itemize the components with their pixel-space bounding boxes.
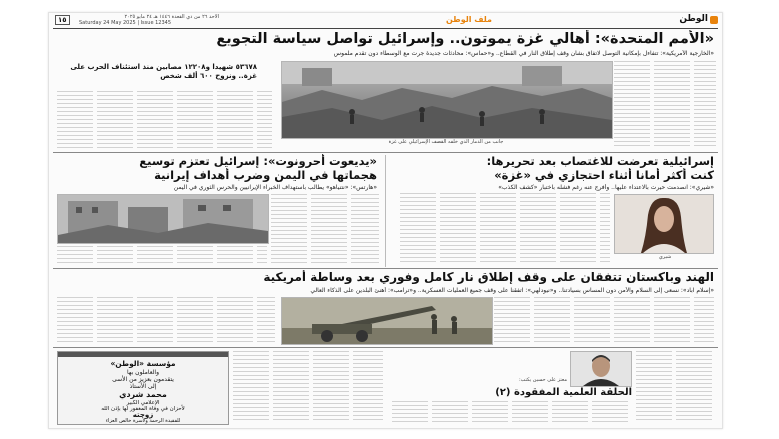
- condolence-line-7: زوجته: [132, 411, 154, 419]
- story-middle-text-left: [57, 297, 275, 345]
- opinion-text-middle: [392, 401, 632, 423]
- logo-mark-icon: [710, 16, 718, 24]
- condolence-org: مؤسسة: [146, 359, 176, 368]
- condolence-line-8: للفقيدة الرحمة ولأسرة خالص العزاء: [105, 418, 181, 424]
- rubble-scene: [282, 62, 612, 138]
- lead-text-left: [57, 91, 272, 149]
- story-middle-subline: «إسلام آباد»: نسعى إلى السلام والأمن دون المساس بسيادتنا.. و«نيودلهي»: اتفقنا على وقف جميع العمليات العسكرية.. و«ترامب»: أهنئ البلدين على الذكاء العالي: [310, 287, 714, 294]
- condolence-line-5: الإعلامي الكبير: [126, 400, 160, 406]
- opinion-text-right: [636, 351, 714, 423]
- condolence-line-4: محمد شردي: [119, 390, 167, 399]
- destroyed-building-photo: [57, 194, 269, 244]
- story-left-text-bottom: [57, 246, 267, 266]
- woman-photo-caption: شيري: [658, 254, 672, 260]
- condolence-title: [58, 359, 228, 368]
- condolence-line-2: يتقدمون بعزيز من الأسى: [112, 376, 174, 383]
- story-right-headline-1: إسرائيلية تعرضت للاغتصاب بعد تحريرها:: [486, 154, 714, 168]
- story-left-headline-1: «يديعوت أحرونوت»: إسرائيل تعتزم توسيع: [139, 154, 377, 168]
- opinion-text-left: [233, 351, 383, 423]
- author-photo: [570, 351, 632, 387]
- story-left-headline-2: هجماتها في اليمن وضرب أهداف إيرانية: [154, 168, 377, 182]
- section-label: ملف الوطن: [445, 15, 492, 24]
- lead-subline: «الخارجية الأمريكية»: تتفاءل بإمكانية التوصل لاتفاق بشأن وقف إطلاق النار في القطاع.. و«حماس»: محادثات جديدة جرت مع الوسطاء دون تقدم ملموس: [333, 50, 714, 57]
- story-right-text: [400, 193, 610, 265]
- condolence-line-3: إلى الأستاذ: [129, 383, 157, 390]
- lead-photo-caption: جانب من الدمار الذي خلفه القصف الإسرائيلي على غزة: [388, 139, 504, 145]
- logo: الوطن: [679, 14, 708, 24]
- portrait-man: [571, 352, 631, 386]
- condolence-line-6: لأحزان في وفاة المغفور لها بإذن الله: [101, 406, 185, 412]
- building-ruins: [58, 195, 268, 243]
- lead-text-right: [614, 61, 716, 149]
- date-line-en: Saturday 24 May 2025 | Issue 12345: [79, 20, 172, 26]
- lead-side-text: ٥٣٦٧٨ شهيدا و١٢٢٠٨ مصابين منذ استئناف الحرب على غزة.. ونزوح ٦٠٠ ألف شخص: [70, 63, 257, 80]
- condolence-line-1: والعاملون بها: [127, 369, 159, 376]
- opinion-title: الحلقة العلمية المفقودة (٢): [495, 387, 632, 398]
- portrait-woman: [615, 195, 713, 253]
- story-right-subline: «شيري»: انصدمت حيرت بالاعتداء عليها.. وأفرج عنه رغم فشله باختبار «كشف الكذب»: [498, 184, 714, 191]
- lead-headline: «الأمم المتحدة»: أهالي غزة يموتون.. وإسرائيل تواصل سياسة التجويع: [216, 31, 714, 47]
- artillery-photo: [281, 297, 493, 345]
- author-caption: معتز على حسين يكتب:: [518, 377, 567, 383]
- story-middle-headline: الهند وباكستان تتفقان على وقف إطلاق نار كامل وفوري بعد وساطة أمريكية: [263, 270, 714, 284]
- lead-bottom-rule: [53, 152, 718, 153]
- woman-photo: [614, 194, 714, 254]
- bottom-rule: [53, 347, 718, 348]
- masthead: [49, 13, 722, 27]
- middle-rule: [53, 268, 718, 269]
- artillery-scene: [282, 298, 492, 344]
- story-middle-text-right: [494, 297, 714, 345]
- date-line: الاحد ٢٦ من ذي القعدة ١٤٤٦ هـ ٢٤ مايو ٢٠٢٥: [124, 14, 219, 20]
- condolence-box-header: [58, 352, 228, 357]
- story-left-subline: «هآرتس»: «نتنياهو» يطالب باستهداف الخبراء الإيرانيين والحرس الثوري في اليمن: [173, 184, 377, 191]
- story-right-headline-2: كنت أكثر أمانا أثناء احتجازي في «غزة»: [494, 168, 714, 182]
- story-left-text: [271, 194, 379, 266]
- page-number: ١٥: [55, 15, 70, 25]
- lead-photo: [281, 61, 613, 139]
- condolence-box: [57, 351, 229, 425]
- story-divider: [385, 155, 386, 267]
- condolence-newspaper: «الوطن»: [110, 359, 145, 368]
- page-sheet: [48, 12, 723, 429]
- masthead-rule: [53, 28, 718, 29]
